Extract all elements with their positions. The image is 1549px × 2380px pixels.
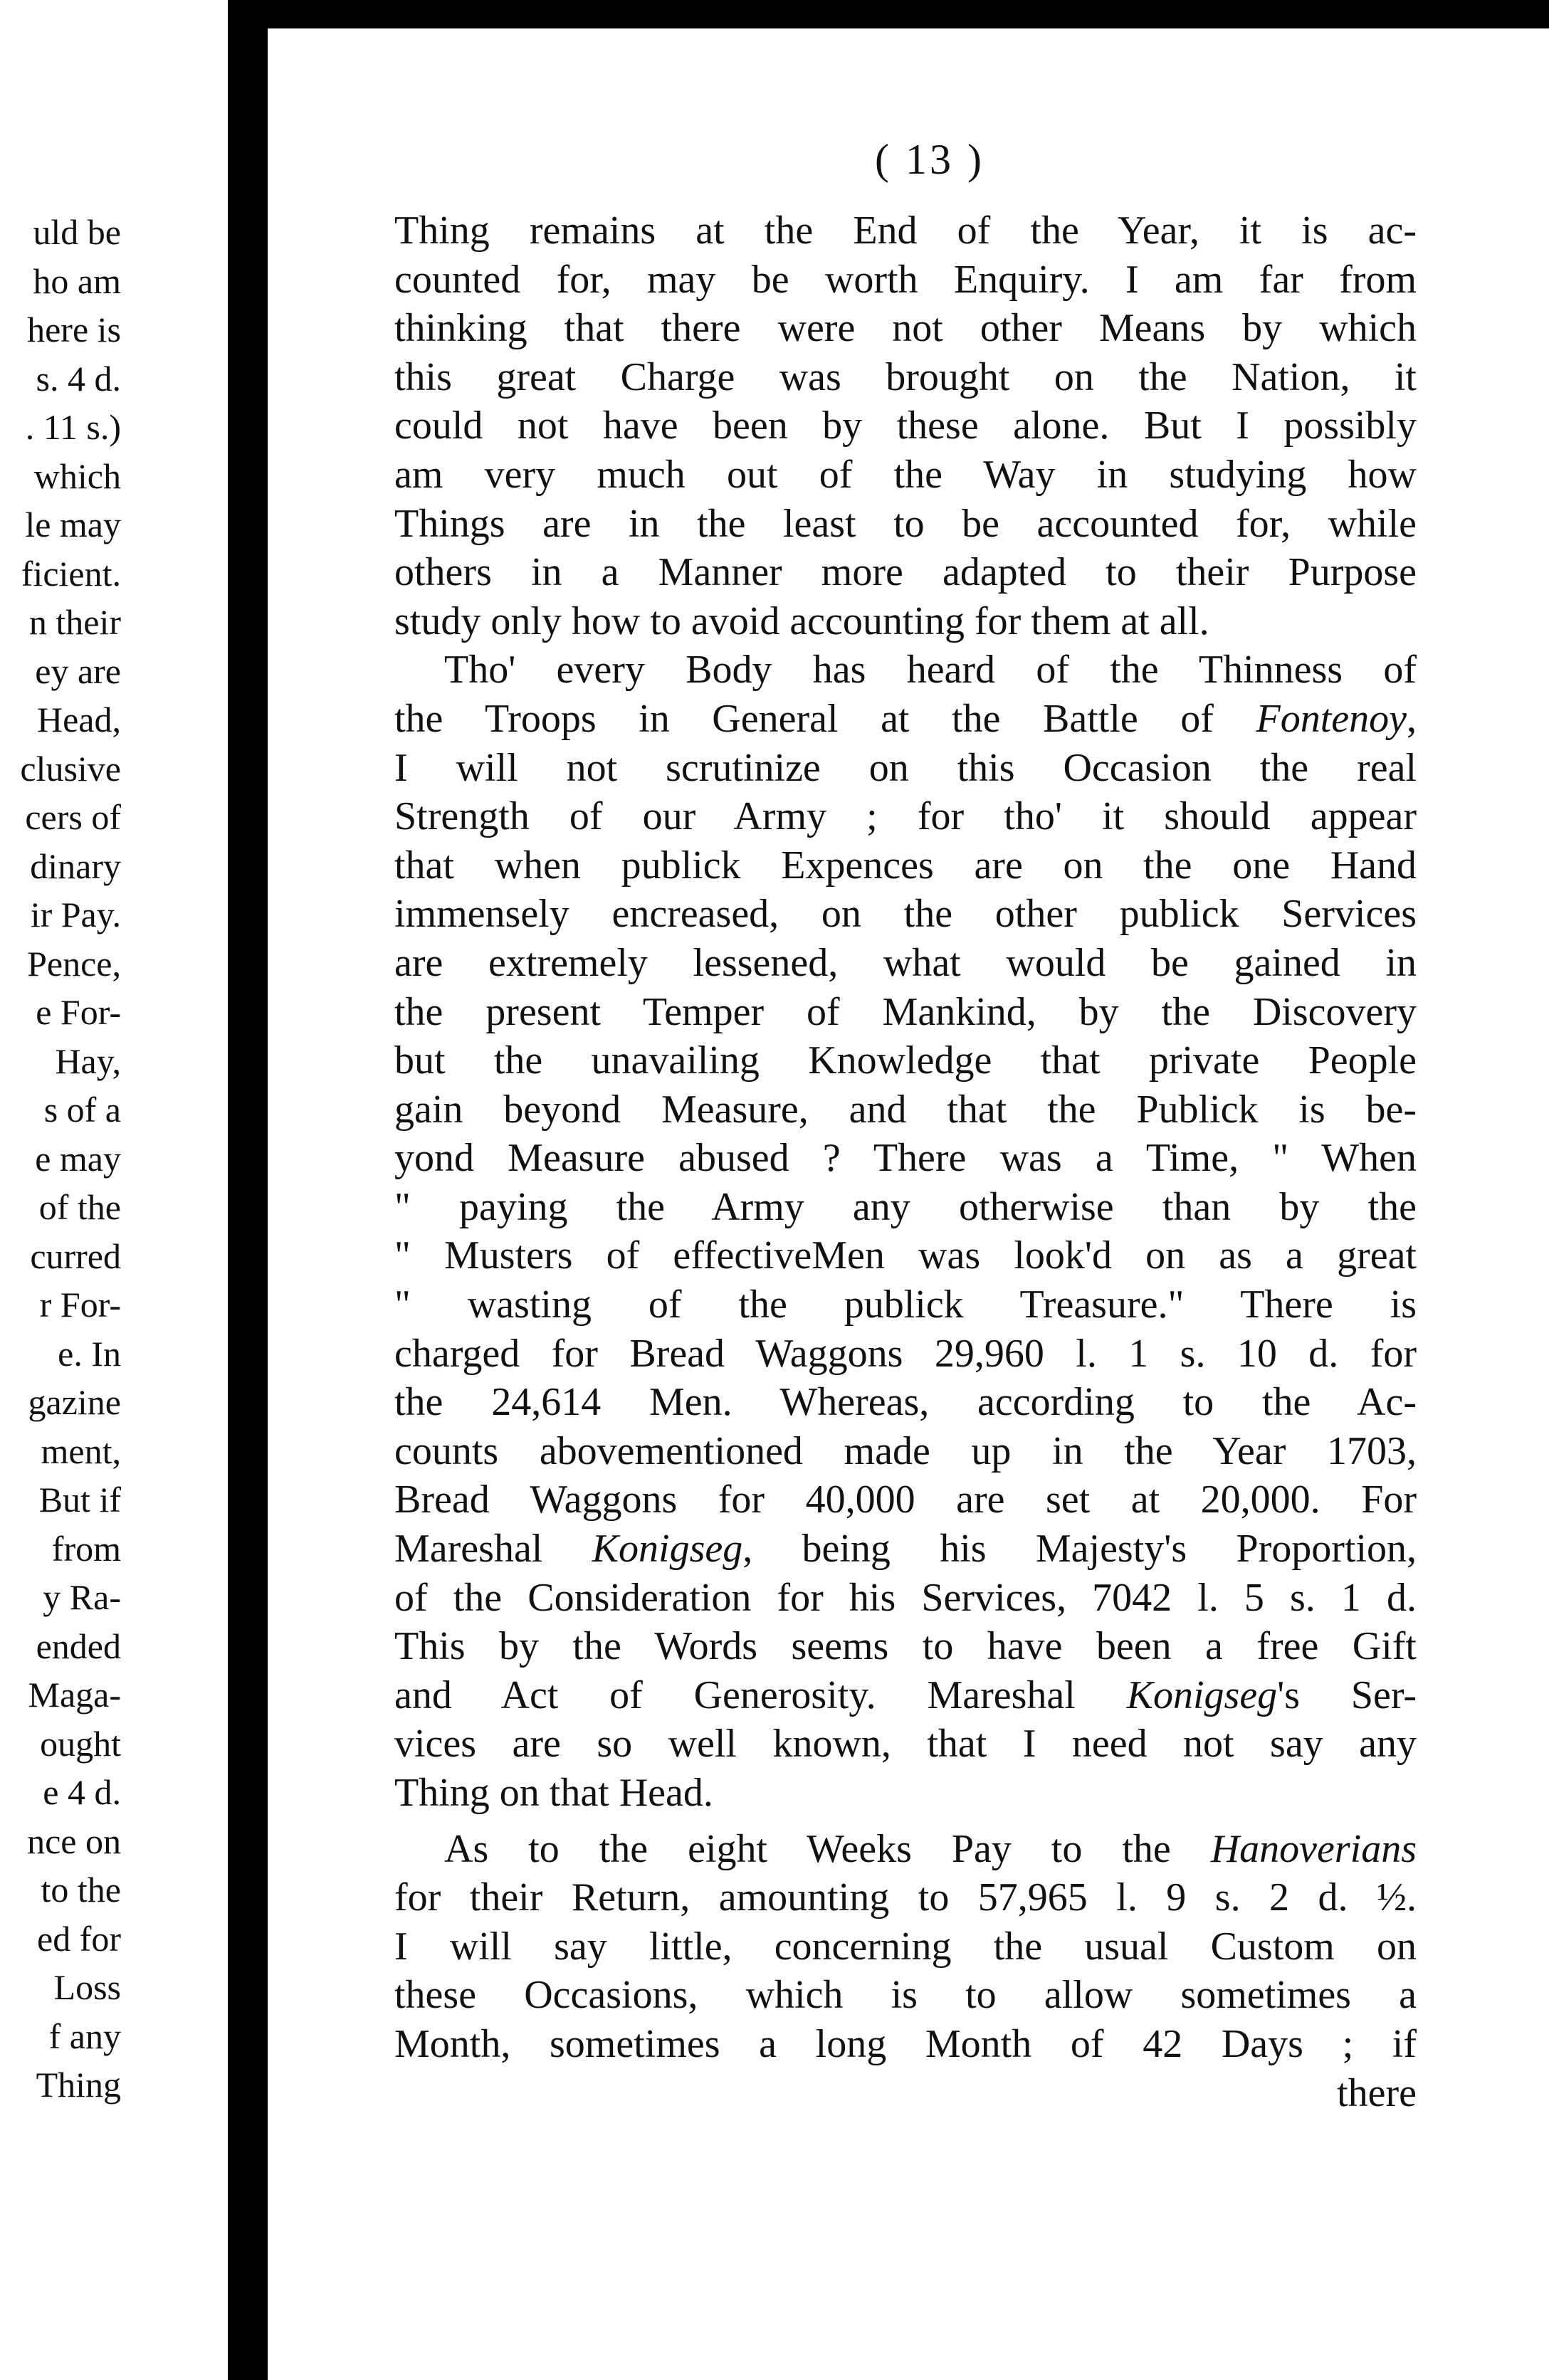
- facing-page-fragment: [0, 0, 228, 2380]
- text-line: charged for Bread Waggons 29,960 l. 1 s. 10 d. for: [394, 1331, 1417, 1376]
- facing-page-fragment-line: ed for: [37, 1918, 121, 1959]
- book-page: [268, 28, 1549, 2380]
- text-line: counts abovementioned made up in the Year 1703,: [394, 1428, 1417, 1473]
- facing-page-fragment-line: curred: [30, 1236, 121, 1276]
- facing-page-fragment-line: s of a: [43, 1090, 121, 1130]
- facing-page-fragment-line: ended: [36, 1626, 121, 1666]
- facing-page-fragment-line: Pence,: [27, 943, 121, 984]
- facing-page-fragment-line: from: [51, 1528, 121, 1569]
- text-line: thinking that there were not other Means by which: [394, 306, 1417, 351]
- text-line: I will say little, concerning the usual Custom on: [394, 1924, 1417, 1969]
- text-line: this great Charge was brought on the Nation, it: [394, 354, 1417, 399]
- text-line: vices are so well known, that I need not say any: [394, 1722, 1417, 1766]
- facing-page-fragment-line: uld be: [33, 212, 121, 252]
- page-number: ( 13 ): [875, 136, 984, 183]
- text-line: gain beyond Measure, and that the Publick is be-: [394, 1087, 1417, 1132]
- facing-page-fragment-line: ey are: [35, 651, 121, 691]
- facing-page-fragment-line: Thing: [36, 2065, 121, 2105]
- facing-page-fragment-line: s. 4 d.: [36, 358, 121, 399]
- text-line: these Occasions, which is to allow sometimes a: [394, 1973, 1417, 2018]
- facing-page-fragment-line: of the: [38, 1187, 121, 1227]
- text-line: I will not scrutinize on this Occasion the real: [394, 745, 1417, 790]
- text-line: of the Consideration for his Services, 7042 l. 5 s. 1 d.: [394, 1575, 1417, 1620]
- facing-page-fragment-line: e For-: [36, 992, 121, 1032]
- facing-page-fragment-line: Maga-: [28, 1675, 121, 1715]
- facing-page-fragment-line: Loss: [53, 1967, 121, 2007]
- facing-page-fragment-line: . 11 s.): [25, 407, 121, 447]
- text-line: the 24,614 Men. Whereas, according to the Ac-: [394, 1380, 1417, 1425]
- text-line: Mareshal Konigseg, being his Majesty's Proportion,: [394, 1527, 1417, 1571]
- text-line: Strength of our Army ; for tho' it should appear: [394, 794, 1417, 839]
- facing-page-fragment-line: y Ra-: [43, 1577, 121, 1617]
- text-line: Month, sometimes a long Month of 42 Days ; if: [394, 2021, 1417, 2066]
- text-line: and Act of Generosity. Mareshal Konigseg's Ser-: [394, 1673, 1417, 1717]
- text-line: the Troops in General at the Battle of Fontenoy,: [394, 696, 1417, 741]
- text-line: for their Return, amounting to 57,965 l. 9 s. 2 d. ½.: [394, 1875, 1417, 1920]
- facing-page-fragment-line: Hay,: [55, 1041, 121, 1081]
- text-line: study only how to avoid accounting for them at all.: [394, 599, 1209, 643]
- body-text: [394, 206, 1417, 2117]
- book-gutter: [228, 0, 268, 2380]
- facing-page-fragment-line: e 4 d.: [43, 1772, 121, 1812]
- text-line: Bread Waggons for 40,000 are set at 20,000. For: [394, 1478, 1417, 1522]
- text-line: " Musters of effectiveMen was look'd on as a great: [394, 1233, 1417, 1278]
- facing-page-fragment-line: which: [33, 456, 121, 496]
- facing-page-fragment-line: to the: [41, 1870, 121, 1910]
- text-line: " paying the Army any otherwise than by the: [394, 1184, 1417, 1229]
- text-line: " wasting of the publick Treasure." There is: [394, 1283, 1417, 1327]
- facing-page-text: [20, 208, 121, 2110]
- text-line: Thing on that Head.: [394, 1771, 713, 1815]
- facing-page-fragment-line: cers of: [25, 797, 121, 837]
- facing-page-fragment-line: nce on: [27, 1821, 121, 1861]
- facing-page-fragment-line: ho am: [33, 260, 121, 301]
- text-line: but the unavailing Knowledge that private People: [394, 1038, 1417, 1083]
- facing-page-fragment-line: ment,: [41, 1431, 121, 1471]
- facing-page-fragment-line: gazine: [28, 1382, 121, 1422]
- facing-page-fragment-line: f any: [48, 2016, 121, 2056]
- facing-page-fragment-line: Head,: [37, 700, 121, 739]
- text-line: immensely encreased, on the other publick Services: [394, 892, 1417, 937]
- text-line: Tho' every Body has heard of the Thinness of: [444, 648, 1417, 693]
- text-line: Things are in the least to be accounted for, while: [394, 501, 1417, 546]
- text-line: Thing remains at the End of the Year, it is ac-: [394, 209, 1417, 253]
- facing-page-fragment-line: e. In: [58, 1333, 121, 1374]
- facing-page-fragment-line: r For-: [39, 1285, 121, 1325]
- text-line: As to the eight Weeks Pay to the Hanoverians: [444, 1826, 1417, 1871]
- facing-page-fragment-line: clusive: [20, 748, 121, 789]
- text-line: am very much out of the Way in studying how: [394, 452, 1417, 497]
- facing-page-fragment-line: But if: [38, 1480, 121, 1520]
- facing-page-fragment-line: dinary: [30, 846, 121, 886]
- catchword: there: [1337, 2070, 1417, 2115]
- text-line: the present Temper of Mankind, by the Discovery: [394, 989, 1417, 1034]
- text-line: others in a Manner more adapted to their Purpose: [394, 550, 1417, 595]
- text-line: This by the Words seems to have been a free Gift: [394, 1624, 1417, 1669]
- text-line: could not have been by these alone. But I possibly: [394, 404, 1417, 448]
- text-line: yond Measure abused ? There was a Time, " When: [394, 1136, 1417, 1181]
- facing-page-fragment-line: ir Pay.: [30, 895, 121, 934]
- facing-page-fragment-line: n their: [28, 602, 121, 642]
- facing-page-fragment-line: ought: [40, 1723, 121, 1764]
- text-line: that when publick Expences are on the one Hand: [394, 843, 1417, 888]
- text-line: counted for, may be worth Enquiry. I am far from: [394, 257, 1417, 302]
- facing-page-fragment-line: le may: [25, 505, 121, 544]
- text-line: are extremely lessened, what would be gained in: [394, 940, 1417, 985]
- facing-page-fragment-line: e may: [35, 1138, 121, 1179]
- facing-page-fragment-line: ficient.: [21, 553, 121, 594]
- facing-page-fragment-line: here is: [27, 310, 121, 349]
